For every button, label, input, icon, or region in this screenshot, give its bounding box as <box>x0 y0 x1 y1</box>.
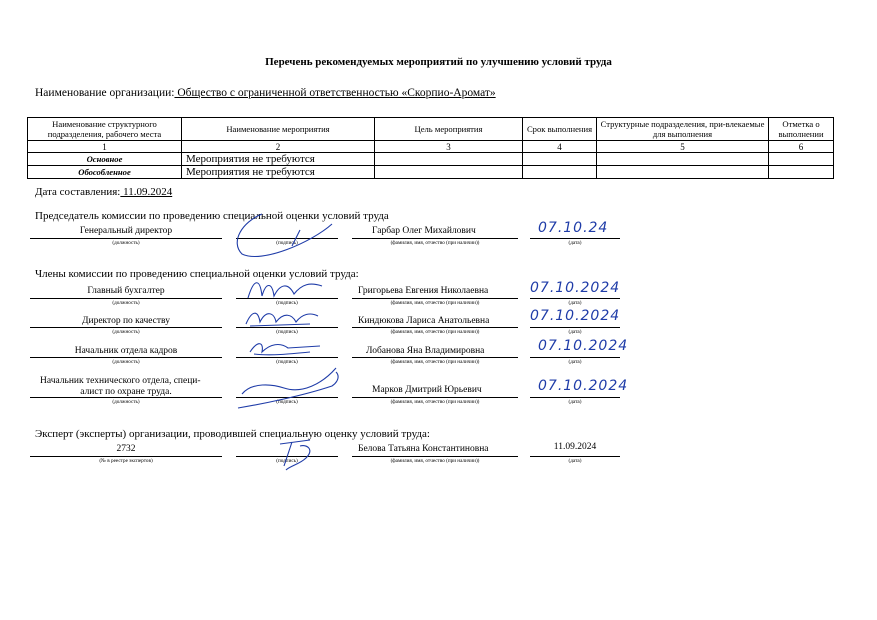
date-caption: (дата) <box>568 240 582 246</box>
position-caption: (должность) <box>112 359 140 365</box>
column-number: 5 <box>597 141 769 153</box>
column-number: 6 <box>769 141 834 153</box>
page-title: Перечень рекомендуемых мероприятий по улучшению условий труда <box>265 56 612 68</box>
column-number: 1 <box>28 141 182 153</box>
chair-date-line <box>530 238 620 239</box>
organization-name: Общество с ограниченной ответственностью «Скорпио-Аромат» <box>174 87 496 99</box>
date-caption: (дата) <box>568 458 582 464</box>
expert-signature-icon <box>270 436 330 472</box>
fio-caption: (фамилия, имя, отчество (при наличии)) <box>390 240 480 246</box>
member-position-line <box>30 298 222 299</box>
table-row <box>28 153 834 166</box>
registry-caption: (№ в реестре экспертов) <box>99 458 153 464</box>
date-caption: (дата) <box>568 329 582 335</box>
signature-caption: (подпись) <box>276 300 298 306</box>
member-fio: Киндюкова Лариса Анатольевна <box>358 316 490 326</box>
chair-signature-icon <box>222 212 352 262</box>
chair-position-line <box>30 238 222 239</box>
unit-name: Основное <box>28 153 182 166</box>
member-position-line <box>30 397 222 398</box>
compiled-date-label: Дата составления: <box>35 186 121 198</box>
empty-cell <box>523 153 597 166</box>
organization-line <box>35 87 496 99</box>
chair-position: Генеральный директор <box>79 226 173 236</box>
date-caption: (дата) <box>568 399 582 405</box>
column-number: 4 <box>523 141 597 153</box>
signature-caption: (подпись) <box>276 240 298 246</box>
empty-cell <box>375 166 523 179</box>
signature-caption: (подпись) <box>276 399 298 405</box>
member-position-line <box>30 357 222 358</box>
member-position-line <box>30 327 222 328</box>
table-header-row <box>28 118 834 141</box>
header-cell: Наименование структурного подразделения, рабочего места <box>28 118 182 141</box>
compiled-date-line <box>35 186 172 198</box>
empty-cell <box>769 153 834 166</box>
member-position-line1: Начальник технического отдела, специ- <box>40 376 201 386</box>
signature-caption: (подпись) <box>276 329 298 335</box>
member-date: 07.10.2024 <box>538 338 629 354</box>
organization-label: Наименование организации: <box>35 87 175 99</box>
empty-cell <box>769 166 834 179</box>
expert-fio: Белова Татьяна Константиновна <box>358 444 489 454</box>
chair-fio-line <box>352 238 518 239</box>
member-fio-line <box>352 298 518 299</box>
position-caption: (должность) <box>112 329 140 335</box>
member-date: 07.10.2024 <box>530 308 621 324</box>
expert-registry: 2732 <box>116 444 136 454</box>
empty-cell <box>597 153 769 166</box>
member-fio: Лобанова Яна Владимировна <box>366 346 485 356</box>
measures-table <box>27 117 834 179</box>
member-signature-icon <box>240 274 330 306</box>
member-date-line <box>530 357 620 358</box>
member-position-line2: алист по охране труда. <box>80 387 172 397</box>
header-cell: Наименование мероприятия <box>182 118 375 141</box>
column-number: 2 <box>182 141 375 153</box>
header-cell: Срок выполнения <box>523 118 597 141</box>
fio-caption: (фамилия, имя, отчество (при наличии)) <box>390 329 480 335</box>
member-fio-line <box>352 327 518 328</box>
fio-caption: (фамилия, имя, отчество (при наличии)) <box>390 458 480 464</box>
header-cell: Структурные подразделения, при-влекаемые для выполнения <box>597 118 769 141</box>
table-number-row <box>28 141 834 153</box>
header-cell: Отметка о выполнении <box>769 118 834 141</box>
position-caption: (должность) <box>112 240 140 246</box>
member-date-line <box>530 397 620 398</box>
expert-registry-line <box>30 456 222 457</box>
empty-cell <box>597 166 769 179</box>
member-signature-icon <box>240 304 330 334</box>
chair-date: 07.10.24 <box>538 220 609 236</box>
member-date-line <box>530 327 620 328</box>
table-row <box>28 166 834 179</box>
compiled-date-value: 11.09.2024 <box>120 186 173 198</box>
member-date-line <box>530 298 620 299</box>
header-cell: Цель мероприятия <box>375 118 523 141</box>
expert-date-line <box>530 456 620 457</box>
fio-caption: (фамилия, имя, отчество (при наличии)) <box>390 399 480 405</box>
member-position: Директор по качеству <box>82 316 170 326</box>
position-caption: (должность) <box>112 399 140 405</box>
member-position: Главный бухгалтер <box>87 286 165 296</box>
column-number: 3 <box>375 141 523 153</box>
expert-heading: Эксперт (эксперты) организации, проводившей специальную оценку условий труда: <box>35 428 430 440</box>
member-signature-icon <box>240 338 330 362</box>
measure-name: Мероприятия не требуются <box>182 166 375 179</box>
fio-caption: (фамилия, имя, отчество (при наличии)) <box>390 359 480 365</box>
member-signature-icon <box>232 364 352 414</box>
member-fio: Марков Дмитрий Юрьевич <box>372 385 482 395</box>
empty-cell <box>523 166 597 179</box>
position-caption: (должность) <box>112 300 140 306</box>
chair-fio: Гарбар Олег Михайлович <box>372 226 476 236</box>
date-caption: (дата) <box>568 359 582 365</box>
member-position: Начальник отдела кадров <box>74 346 178 356</box>
expert-date: 11.09.2024 <box>553 442 597 452</box>
member-fio-line <box>352 397 518 398</box>
date-caption: (дата) <box>568 300 582 306</box>
member-date: 07.10.2024 <box>538 378 629 394</box>
fio-caption: (фамилия, имя, отчество (при наличии)) <box>390 300 480 306</box>
signature-caption: (подпись) <box>276 458 298 464</box>
unit-name: Обособленное <box>28 166 182 179</box>
empty-cell <box>375 153 523 166</box>
expert-fio-line <box>352 456 518 457</box>
member-date: 07.10.2024 <box>530 280 621 296</box>
signature-caption: (подпись) <box>276 359 298 365</box>
chair-heading: Председатель комиссии по проведению специальной оценки условий труда <box>35 210 389 222</box>
member-fio-line <box>352 357 518 358</box>
members-heading: Члены комиссии по проведению специальной оценки условий труда: <box>35 268 359 280</box>
member-fio: Григорьева Евгения Николаевна <box>358 286 489 296</box>
measure-name: Мероприятия не требуются <box>182 153 375 166</box>
